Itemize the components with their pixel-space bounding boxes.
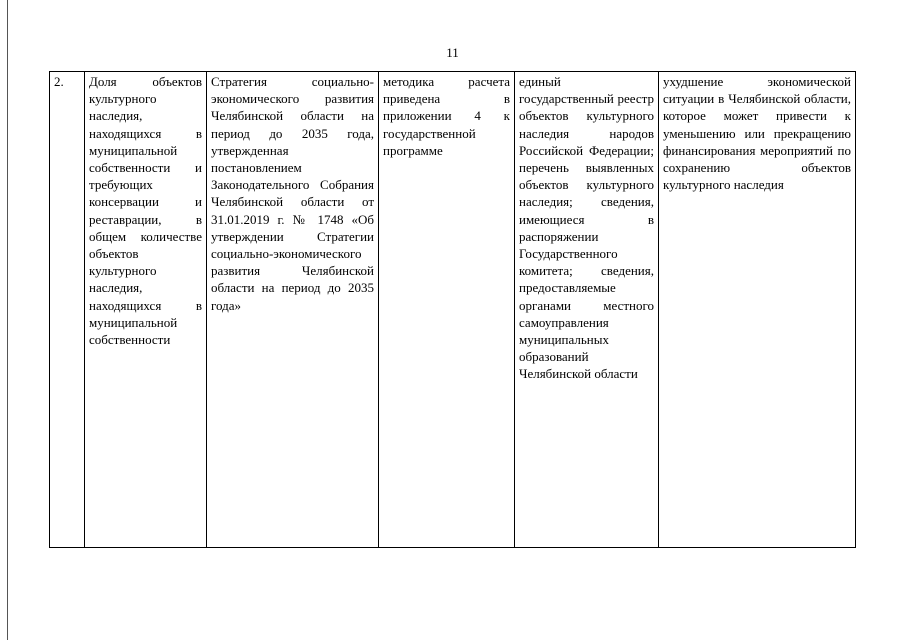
indicator-table <box>49 71 856 548</box>
risks-cell: ухудшение экономической ситуации в Челябинской области, которое может привести к уменьшению или прекращению финансирования мероприятий по сохранению объектов культурного наследия <box>659 72 856 548</box>
data-sources-cell: единый государственный реестр объектов культурного наследия народов Российской Федерации; перечень выявленных объектов культурного наследия; сведения, имеющиеся в распоряжении Государственного комитета; сведения, предоставляемые органами местного самоуправления муниципальных образований Челябинской области <box>515 72 659 548</box>
indicator-name-cell: Доля объектов культурного наследия, находящихся в муниципальной собственности и требующих консервации и реставрации, в общем количестве объектов культурного наследия, находящихся в муниципальной собственности <box>85 72 207 548</box>
strategic-document-cell: Стратегия социально-экономического развития Челябинской области на период до 2035 года, утвержденная постановлением Законодательного Собрания Челябинской области от 31.01.2019 г. № 1748 «Об утверждении Стратегии социально-экономического развития Челябинской области на период до 2035 года» <box>207 72 379 548</box>
calculation-method-cell: методика расчета приведена в приложении 4 к государственной программе <box>379 72 515 548</box>
table-row <box>50 72 856 548</box>
page-number: 11 <box>446 45 459 60</box>
row-number-cell: 2. <box>50 72 85 548</box>
page-left-edge <box>7 0 8 640</box>
